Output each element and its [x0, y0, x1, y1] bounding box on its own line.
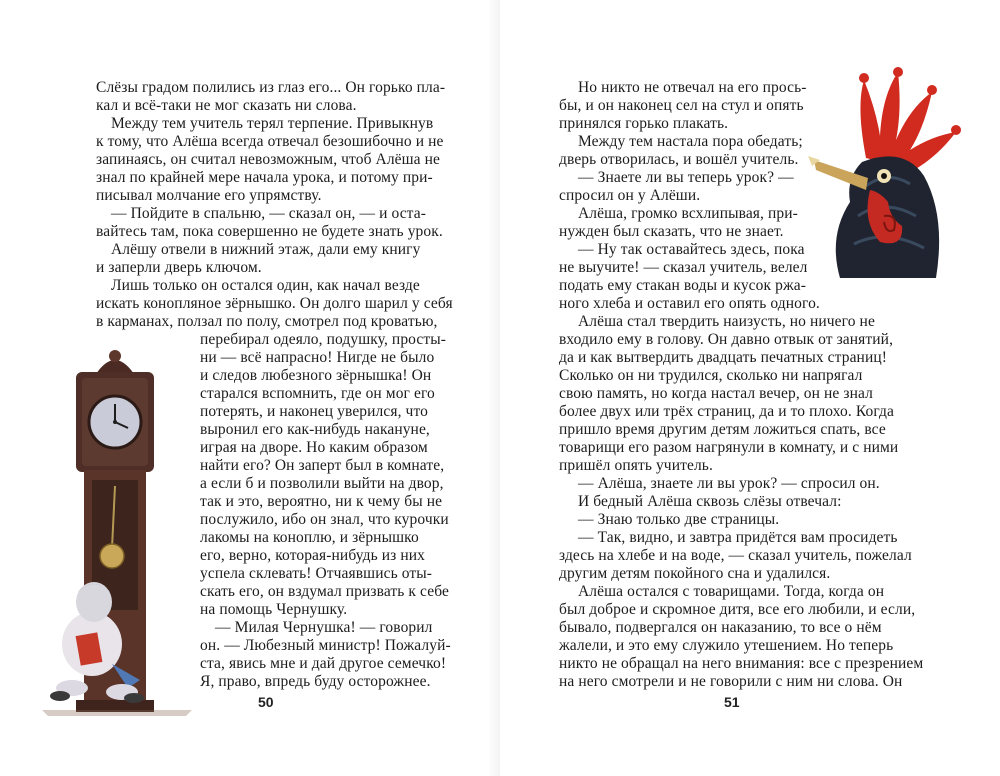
text-line: и следов любезного зёрнышка! Он	[200, 367, 432, 384]
text-line: найти его? Он заперт был в комнате,	[200, 457, 445, 474]
text-line: знал по крайней мере начала урока, и потому при-	[96, 169, 433, 186]
text-line: бывало, подвергался он наказанию, то все о нём	[559, 619, 882, 636]
text-line: бы, и он наконец сел на стул и опять	[559, 97, 804, 114]
text-line: принялся горько плакать.	[559, 115, 729, 132]
text-line: играя на дворе. Но каким образом	[200, 439, 428, 456]
text-line: — Ну так оставайтесь здесь, пока	[578, 241, 805, 258]
text-line: успела склевать! Отчаявшись оты-	[200, 565, 433, 582]
text-line: вайтесь там, пока совершенно не будете знать урок.	[96, 223, 443, 240]
text-line: Алёша, громко всхлипывая, при-	[578, 205, 798, 222]
text-line: — Пойдите в спальню, — сказал он, — и оста-	[111, 205, 426, 222]
text-line: искать конопляное зёрнышко. Он долго шарил у себя	[96, 295, 453, 312]
text-line: на помощь Чернушку.	[200, 601, 348, 618]
text-line: на него смотрели и не говорили с ним ни слова. Он	[559, 673, 903, 690]
text-line: потерять, и наконец уверился, что	[200, 403, 428, 420]
text-line: И бедный Алёша сквозь слёзы отвечал:	[578, 493, 842, 510]
text-line: нужден был сказать, что не знает.	[559, 223, 784, 240]
text-line: перебирал одеяло, подушку, просты-	[200, 331, 447, 348]
text-line: так и это, вероятно, ни к чему бы не	[200, 493, 443, 510]
text-line: — Так, видно, и завтра придётся вам просидеть	[578, 529, 898, 546]
text-line: писывал молчание его упрямству.	[96, 187, 322, 204]
text-line: спросил он у Алёши.	[559, 187, 701, 204]
text-line: здесь на хлебе и на воде, — сказал учитель, пожелал	[559, 547, 912, 564]
text-line: он. — Любезный министр! Пожалуй-	[200, 637, 451, 654]
text-line: скать его, он вздумал призвать к себе	[200, 583, 449, 600]
text-line: послужило, ибо он знал, что курочки	[200, 511, 449, 528]
text-line: пришёл опять учитель.	[559, 457, 713, 474]
text-line: Лишь только он остался один, как начал везде	[111, 277, 420, 294]
text-line: ста, явись мне и дай другое семечко!	[200, 655, 447, 672]
text-line: Между тем настала пора обедать;	[578, 133, 803, 150]
text-line: ного хлеба и оставил его опять одного.	[559, 295, 820, 312]
text-line: входило ему в голову. Он давно отвык от занятий,	[559, 331, 894, 348]
text-line: Но никто не отвечал на его прось-	[578, 79, 807, 96]
text-line: свою память, но когда настал вечер, он не знал	[559, 385, 873, 402]
text-line: не выучите! — сказал учитель, велел	[559, 259, 808, 276]
grandfather-clock-illustration	[36, 344, 194, 720]
text-line: — Знаете ли вы теперь урок? —	[578, 169, 794, 186]
text-line: Алёшу отвели в нижний этаж, дали ему книгу	[111, 241, 421, 258]
text-line: его, верно, которая-нибудь из них	[200, 547, 425, 564]
text-line: а если б и позволили выйти на двор,	[200, 475, 444, 492]
text-line: никто не обращал на него внимания: все с презрением	[559, 655, 924, 672]
text-line: более двух или трёх страниц, да и то плохо. Когда	[559, 403, 895, 420]
text-line: Сколько он ни трудился, сколько ни напрягал	[559, 367, 863, 384]
text-line: пришло время другим детям ложиться спать, все	[559, 421, 886, 438]
text-line: другим детям покойного сна и удалился.	[559, 565, 831, 582]
text-line: и заперли дверь ключом.	[96, 259, 262, 276]
text-line: Между тем учитель терял терпение. Привыкнув	[111, 115, 434, 132]
text-line: Я, право, впредь буду осторожнее.	[200, 673, 431, 690]
text-line: Алёша стал твердить наизусть, но ничего не	[578, 313, 875, 330]
text-line: ни — всё напрасно! Нигде не было	[200, 349, 435, 366]
text-line: дверь отворилась, и вошёл учитель.	[559, 151, 799, 168]
text-line: кал и всё-таки не мог сказать ни слова.	[96, 97, 357, 114]
text-line: да и как вытвердить двадцать печатных страниц!	[559, 349, 887, 366]
text-line: Алёша остался с товарищами. Тогда, когда он	[578, 583, 885, 600]
text-line: товарищи его разом нагрянули в комнату, и с ними	[559, 439, 899, 456]
text-line: подать ему стакан воды и кусок ржа-	[559, 277, 807, 294]
text-line: в карманах, ползал по полу, смотрел под кроватью,	[96, 313, 438, 330]
text-line: жалели, и это ему служило утешением. Но теперь	[559, 637, 894, 654]
rooster-illustration	[806, 66, 966, 286]
text-line: Слёзы градом полились из глаз его... Он горько пла-	[96, 79, 446, 96]
text-line: запинаясь, он считал невозможным, чтоб Алёша не	[96, 151, 440, 168]
text-line: — Знаю только две страницы.	[578, 511, 780, 528]
text-line: был доброе и скромное дитя, все его любили, и если,	[559, 601, 916, 618]
page-number: 50	[258, 694, 274, 710]
text-line: к тому, что Алёша всегда отвечал безошибочно и не	[96, 133, 444, 150]
text-line: старался вспомнить, где он мог его	[200, 385, 435, 402]
text-line: — Алёша, знаете ли вы урок? — спросил он.	[578, 475, 880, 492]
text-line: — Милая Чернушка! — говорил	[215, 619, 433, 636]
text-line: выронил его как-нибудь накануне,	[200, 421, 430, 438]
text-line: лакомы на коноплю, и зёрнышко	[200, 529, 419, 546]
page-number: 51	[724, 694, 740, 710]
right-page	[500, 0, 1000, 776]
